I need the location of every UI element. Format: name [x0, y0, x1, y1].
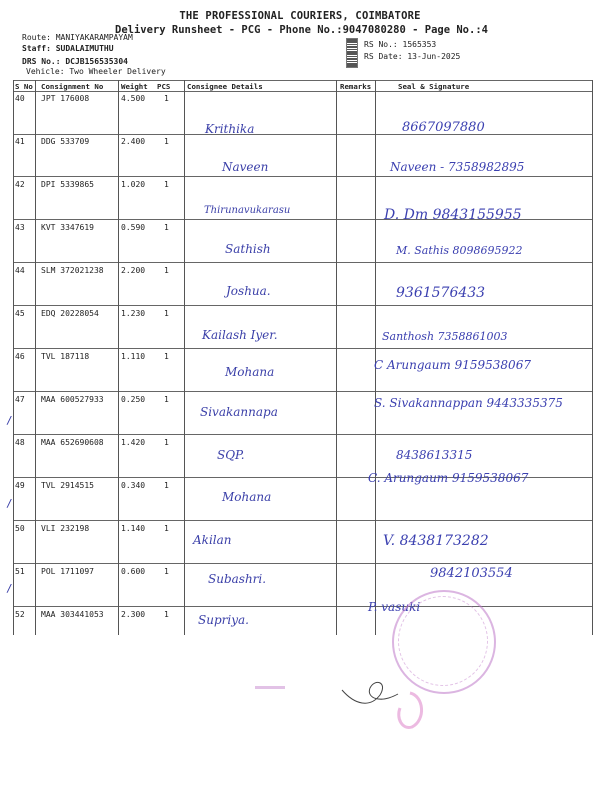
- row-consignment: VLI 232198: [41, 524, 90, 533]
- signature: Santhosh 7358861003: [382, 330, 508, 343]
- row-consignment: JPT 176008: [41, 94, 90, 103]
- consignee-name: Mohana: [222, 490, 272, 504]
- signature: V. 8438173282: [383, 533, 489, 549]
- row-weight: 1.420: [121, 438, 146, 447]
- tick-mark: /: [6, 582, 13, 595]
- row-pcs: 1: [164, 395, 169, 404]
- consignee-name: Subashri.: [208, 572, 267, 586]
- signature: 9842103554: [430, 566, 513, 581]
- col-sno: S No: [15, 82, 33, 91]
- vehicle-label: Vehicle: Two Wheeler Delivery: [26, 67, 166, 76]
- row-pcs: 1: [164, 352, 169, 361]
- row-pcs: 1: [164, 180, 169, 189]
- row-pcs: 1: [164, 137, 169, 146]
- col-remarks: Remarks: [340, 82, 372, 91]
- row-pcs: 1: [164, 524, 169, 533]
- row-sno: 49: [15, 481, 25, 490]
- row-sno: 48: [15, 438, 25, 447]
- col-weight: Weight: [121, 82, 148, 91]
- table-row: [13, 92, 593, 133]
- consignee-name: SQP.: [217, 448, 245, 462]
- consignee-name: Sivakannapa: [200, 405, 278, 419]
- row-consignment: DPI 5339865: [41, 180, 94, 189]
- route-label: Route: MANIYAKARAMPAYAM: [22, 33, 133, 42]
- row-sno: 51: [15, 567, 25, 576]
- row-weight: 1.140: [121, 524, 146, 533]
- row-consignment: MAA 652690608: [41, 438, 104, 447]
- col-pcs: PCS: [157, 82, 171, 91]
- row-consignment: EDQ 20228054: [41, 309, 99, 318]
- consignee-name: Naveen: [222, 160, 269, 174]
- row-pcs: 1: [164, 94, 169, 103]
- row-sno: 52: [15, 610, 25, 619]
- ink-smudge: [255, 686, 285, 689]
- barcode-icon: [346, 38, 358, 68]
- row-sno: 50: [15, 524, 25, 533]
- row-weight: 1.230: [121, 309, 146, 318]
- row-pcs: 1: [164, 567, 169, 576]
- row-pcs: 1: [164, 438, 169, 447]
- stamp-fragment-icon: [390, 690, 430, 730]
- consignee-name: Joshua.: [226, 284, 271, 298]
- row-sno: 46: [15, 352, 25, 361]
- rs-date: RS Date: 13-Jun-2025: [364, 52, 461, 61]
- row-sno: 42: [15, 180, 25, 189]
- row-weight: 0.600: [121, 567, 146, 576]
- consignee-name: Akilan: [193, 533, 232, 547]
- row-sno: 44: [15, 266, 25, 275]
- row-weight: 0.340: [121, 481, 146, 490]
- drs-label: DRS No.: DCJB156535304: [22, 57, 128, 66]
- signature: P. vasuki: [368, 600, 421, 614]
- row-consignment: TVL 2914515: [41, 481, 94, 490]
- signature: M. Sathis 8098695922: [396, 244, 523, 257]
- signature: S. Sivakannappan 9443335375: [374, 396, 563, 410]
- signature: C Arungaum 9159538067: [374, 358, 531, 372]
- row-weight: 2.300: [121, 610, 146, 619]
- document-title: THE PROFESSIONAL COURIERS, COIMBATORE: [179, 10, 421, 22]
- table-row: [13, 264, 593, 305]
- consignee-name: Sathish: [225, 242, 271, 256]
- row-sno: 45: [15, 309, 25, 318]
- row-pcs: 1: [164, 309, 169, 318]
- row-weight: 4.500: [121, 94, 146, 103]
- table-row: [13, 608, 593, 649]
- row-pcs: 1: [164, 266, 169, 275]
- row-weight: 1.020: [121, 180, 146, 189]
- rs-number: RS No.: 1565353: [364, 40, 437, 49]
- row-consignment: KVT 3347619: [41, 223, 94, 232]
- consignee-name: Mohana: [225, 365, 275, 379]
- tick-mark: /: [6, 414, 13, 427]
- row-pcs: 1: [164, 481, 169, 490]
- row-weight: 0.250: [121, 395, 146, 404]
- row-weight: 1.110: [121, 352, 146, 361]
- signature: 9361576433: [396, 285, 486, 301]
- signature: C. Arungaum 9159538067: [368, 471, 529, 485]
- consignee-name: Krithika: [205, 122, 255, 136]
- staff-label: Staff: SUDALAIMUTHU: [22, 44, 114, 53]
- row-consignment: TVL 187118: [41, 352, 90, 361]
- signature: D. Dm 9843155955: [384, 207, 522, 223]
- row-consignment: DDG 533709: [41, 137, 90, 146]
- signature: Naveen - 7358982895: [390, 160, 525, 174]
- consignee-name: Thirunavukarasu: [204, 205, 291, 216]
- row-consignment: MAA 303441053: [41, 610, 104, 619]
- row-consignment: SLM 372021238: [41, 266, 104, 275]
- row-weight: 2.400: [121, 137, 146, 146]
- row-pcs: 1: [164, 223, 169, 232]
- row-weight: 0.590: [121, 223, 146, 232]
- row-sno: 41: [15, 137, 25, 146]
- row-consignment: MAA 600527933: [41, 395, 104, 404]
- stamp-inner-ring-icon: [398, 596, 488, 686]
- col-seal: Seal & Signature: [398, 82, 470, 91]
- row-pcs: 1: [164, 610, 169, 619]
- tick-mark: /: [6, 497, 13, 510]
- signature: 8667097880: [402, 120, 485, 135]
- row-sno: 47: [15, 395, 25, 404]
- col-consignee: Consignee Details: [187, 82, 263, 91]
- signature: 8438613315: [396, 448, 473, 462]
- row-sno: 43: [15, 223, 25, 232]
- row-sno: 40: [15, 94, 25, 103]
- row-weight: 2.200: [121, 266, 146, 275]
- col-consignment: Consignment No: [41, 82, 104, 91]
- consignee-name: Supriya.: [198, 613, 249, 627]
- table-row: [13, 522, 593, 563]
- document-subtitle: Delivery Runsheet - PCG - Phone No.:9047080280 - Page No.:4: [115, 24, 488, 36]
- row-consignment: POL 1711097: [41, 567, 94, 576]
- consignee-name: Kailash Iyer.: [202, 328, 278, 342]
